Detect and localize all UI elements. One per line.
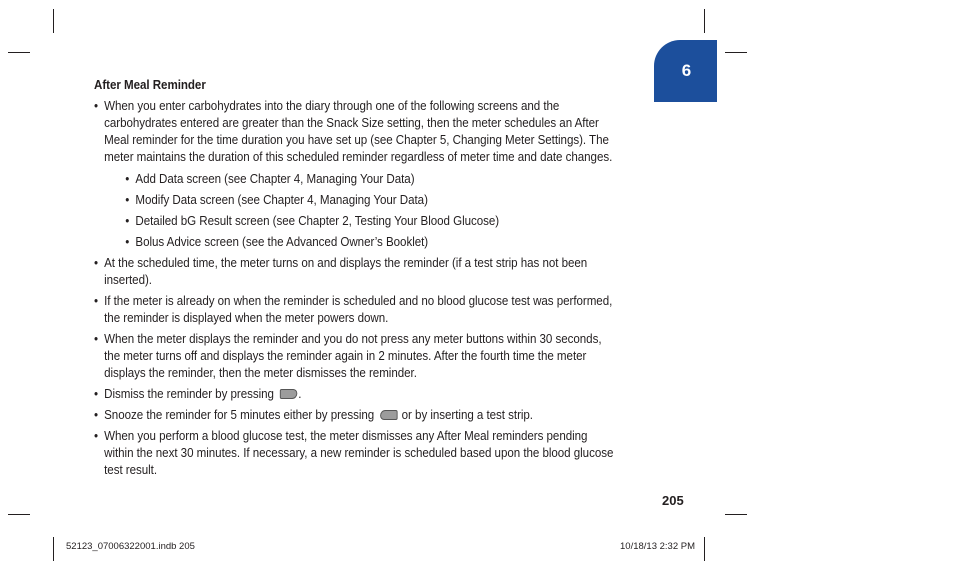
snooze-text: Snooze the reminder for 5 minutes either by pressing	[104, 408, 378, 422]
list-item: • Bolus Advice screen (see the Advanced Owner’s Booklet)	[104, 234, 618, 251]
footer-file-slug: 52123_07006322001.indb 205	[66, 541, 195, 552]
list-item: • At the scheduled time, the meter turns on and displays the reminder (if a test strip has not been inserted).	[94, 255, 618, 289]
right-soft-key-icon	[280, 389, 297, 399]
screen-list	[104, 171, 618, 251]
list-item	[94, 407, 618, 424]
crop-mark	[8, 52, 30, 53]
list-item: • If the meter is already on when the reminder is scheduled and no blood glucose test was performed, the reminder is displayed when the meter powers down.	[94, 293, 618, 327]
list-item: • When the meter displays the reminder and you do not press any meter buttons within 30 seconds, the meter turns off and displays the reminder again in 2 minutes. After the fourth time the meter displays the reminder, then the meter dismisses the reminder.	[94, 331, 618, 382]
crop-mark	[8, 514, 30, 515]
snooze-text-end: or by inserting a test strip.	[398, 408, 533, 422]
list-item: • When you perform a blood glucose test, the meter dismisses any After Meal reminders pending within the next 30 minutes. If necessary, a new reminder is scheduled based upon the blood glucose test result.	[94, 428, 618, 479]
left-soft-key-icon	[380, 410, 397, 420]
crop-mark	[53, 537, 54, 561]
section-heading: After Meal Reminder	[94, 78, 206, 92]
crop-mark	[725, 52, 747, 53]
list-item	[94, 98, 618, 251]
list-item: • Detailed bG Result screen (see Chapter 2, Testing Your Blood Glucose)	[104, 213, 618, 230]
chapter-tab	[654, 40, 717, 102]
crop-mark	[53, 9, 54, 33]
intro-text: When you enter carbohydrates into the diary through one of the following screens and the carbohydrates entered are greater than the Snack Size setting, then the meter schedules an After Meal reminder for the time duration you have set up (see Chapter 5, Changing Meter Settings). The meter maintains the duration of this scheduled reminder regardless of meter time and date changes.	[104, 99, 613, 164]
chapter-number: 6	[681, 61, 692, 80]
crop-mark	[704, 9, 705, 33]
page-content	[94, 77, 618, 483]
page-number: 205	[662, 493, 684, 508]
bullet-list	[94, 98, 618, 479]
crop-mark	[704, 537, 705, 561]
dismiss-text-end: .	[298, 387, 302, 401]
list-item: • Modify Data screen (see Chapter 4, Managing Your Data)	[104, 192, 618, 209]
list-item	[94, 386, 618, 403]
list-item: • Add Data screen (see Chapter 4, Managing Your Data)	[104, 171, 618, 188]
dismiss-text: Dismiss the reminder by pressing	[104, 387, 278, 401]
crop-mark	[725, 514, 747, 515]
footer-date-slug: 10/18/13 2:32 PM	[620, 541, 695, 552]
